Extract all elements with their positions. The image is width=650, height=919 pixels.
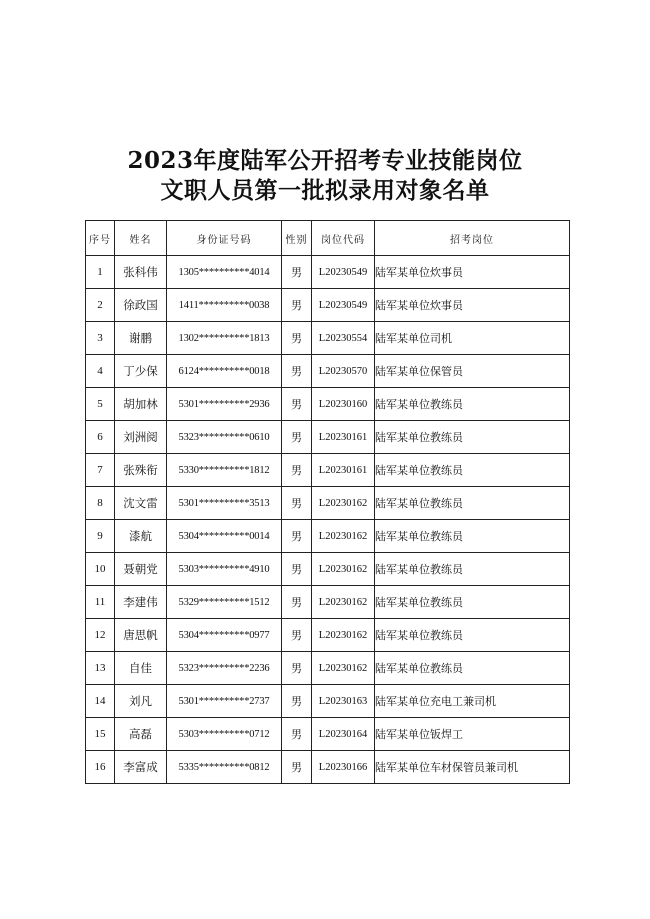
cell-post: 陆军某单位教练员 [375, 553, 570, 586]
cell-gender: 男 [282, 751, 312, 784]
table-row [86, 355, 570, 388]
cell-post-code: L20230570 [312, 355, 375, 388]
cell-id-number: 5323**********0610 [167, 421, 282, 454]
cell-gender: 男 [282, 718, 312, 751]
cell-name: 张殊衔 [115, 454, 167, 487]
header-name: 姓名 [115, 221, 167, 256]
cell-name: 徐政国 [115, 289, 167, 322]
cell-post-code: L20230162 [312, 553, 375, 586]
table-row [86, 553, 570, 586]
cell-name: 张科伟 [115, 256, 167, 289]
cell-gender: 男 [282, 553, 312, 586]
table-row [86, 520, 570, 553]
cell-post-code: L20230164 [312, 718, 375, 751]
cell-name: 聂朝党 [115, 553, 167, 586]
cell-id-number: 1411**********0038 [167, 289, 282, 322]
table-row [86, 388, 570, 421]
cell-no: 13 [86, 652, 115, 685]
table-row [86, 454, 570, 487]
cell-post-code: L20230161 [312, 421, 375, 454]
table-header-row [86, 221, 570, 256]
cell-id-number: 5304**********0014 [167, 520, 282, 553]
cell-gender: 男 [282, 421, 312, 454]
cell-gender: 男 [282, 256, 312, 289]
cell-post-code: L20230162 [312, 619, 375, 652]
cell-name: 唐思帆 [115, 619, 167, 652]
cell-post: 陆军某单位车材保管员兼司机 [375, 751, 570, 784]
cell-post: 陆军某单位钣焊工 [375, 718, 570, 751]
table-row [86, 751, 570, 784]
cell-no: 7 [86, 454, 115, 487]
header-post-code: 岗位代码 [312, 221, 375, 256]
cell-id-number: 5301**********2936 [167, 388, 282, 421]
header-no: 序号 [86, 221, 115, 256]
cell-post: 陆军某单位教练员 [375, 487, 570, 520]
cell-no: 12 [86, 619, 115, 652]
cell-name: 李建伟 [115, 586, 167, 619]
table-row [86, 586, 570, 619]
cell-name: 李富成 [115, 751, 167, 784]
cell-post: 陆军某单位保管员 [375, 355, 570, 388]
cell-name: 高磊 [115, 718, 167, 751]
table-row [86, 289, 570, 322]
cell-id-number: 5323**********2236 [167, 652, 282, 685]
cell-post: 陆军某单位炊事员 [375, 256, 570, 289]
cell-no: 11 [86, 586, 115, 619]
cell-name: 自佳 [115, 652, 167, 685]
cell-no: 5 [86, 388, 115, 421]
cell-gender: 男 [282, 520, 312, 553]
cell-no: 9 [86, 520, 115, 553]
table-row [86, 322, 570, 355]
cell-no: 6 [86, 421, 115, 454]
cell-post-code: L20230166 [312, 751, 375, 784]
document-title-line-2: 文职人员第一批拟录用对象名单 [160, 177, 490, 204]
cell-post-code: L20230554 [312, 322, 375, 355]
cell-gender: 男 [282, 685, 312, 718]
cell-post: 陆军某单位教练员 [375, 454, 570, 487]
cell-post-code: L20230549 [312, 256, 375, 289]
cell-post-code: L20230162 [312, 652, 375, 685]
cell-no: 14 [86, 685, 115, 718]
cell-id-number: 5329**********1512 [167, 586, 282, 619]
cell-id-number: 5303**********4910 [167, 553, 282, 586]
header-gender: 性别 [282, 221, 312, 256]
header-id-number: 身份证号码 [167, 221, 282, 256]
table-body [86, 256, 570, 784]
cell-post: 陆军某单位教练员 [375, 388, 570, 421]
table-row [86, 718, 570, 751]
cell-id-number: 5301**********2737 [167, 685, 282, 718]
cell-gender: 男 [282, 487, 312, 520]
cell-id-number: 1302**********1813 [167, 322, 282, 355]
cell-gender: 男 [282, 619, 312, 652]
cell-name: 漆航 [115, 520, 167, 553]
cell-post-code: L20230549 [312, 289, 375, 322]
table-row [86, 256, 570, 289]
table-row [86, 487, 570, 520]
cell-post-code: L20230161 [312, 454, 375, 487]
cell-post-code: L20230160 [312, 388, 375, 421]
cell-gender: 男 [282, 322, 312, 355]
cell-post: 陆军某单位教练员 [375, 652, 570, 685]
cell-id-number: 5304**********0977 [167, 619, 282, 652]
header-post: 招考岗位 [375, 221, 570, 256]
table-row [86, 685, 570, 718]
cell-no: 2 [86, 289, 115, 322]
cell-name: 谢鹏 [115, 322, 167, 355]
cell-no: 3 [86, 322, 115, 355]
cell-id-number: 6124**********0018 [167, 355, 282, 388]
cell-gender: 男 [282, 355, 312, 388]
admission-list-table [85, 220, 570, 784]
cell-post: 陆军某单位教练员 [375, 421, 570, 454]
cell-name: 沈文雷 [115, 487, 167, 520]
cell-no: 10 [86, 553, 115, 586]
cell-no: 4 [86, 355, 115, 388]
cell-post: 陆军某单位教练员 [375, 520, 570, 553]
cell-id-number: 5335**********0812 [167, 751, 282, 784]
cell-no: 1 [86, 256, 115, 289]
cell-gender: 男 [282, 289, 312, 322]
cell-post-code: L20230162 [312, 586, 375, 619]
table-row [86, 652, 570, 685]
cell-post-code: L20230163 [312, 685, 375, 718]
table-row [86, 619, 570, 652]
cell-gender: 男 [282, 586, 312, 619]
cell-name: 刘凡 [115, 685, 167, 718]
cell-post: 陆军某单位充电工兼司机 [375, 685, 570, 718]
cell-name: 刘洲阅 [115, 421, 167, 454]
cell-post-code: L20230162 [312, 487, 375, 520]
cell-id-number: 1305**********4014 [167, 256, 282, 289]
cell-gender: 男 [282, 454, 312, 487]
cell-post: 陆军某单位教练员 [375, 586, 570, 619]
cell-name: 丁少保 [115, 355, 167, 388]
cell-post: 陆军某单位司机 [375, 322, 570, 355]
cell-post: 陆军某单位炊事员 [375, 289, 570, 322]
table-row [86, 421, 570, 454]
cell-post-code: L20230162 [312, 520, 375, 553]
cell-no: 8 [86, 487, 115, 520]
cell-gender: 男 [282, 388, 312, 421]
cell-id-number: 5301**********3513 [167, 487, 282, 520]
cell-no: 15 [86, 718, 115, 751]
cell-gender: 男 [282, 652, 312, 685]
cell-name: 胡加林 [115, 388, 167, 421]
cell-post: 陆军某单位教练员 [375, 619, 570, 652]
cell-id-number: 5303**********0712 [167, 718, 282, 751]
cell-no: 16 [86, 751, 115, 784]
cell-id-number: 5330**********1812 [167, 454, 282, 487]
document-title-line-1: 2023年度陆军公开招考专业技能岗位 [127, 147, 523, 174]
